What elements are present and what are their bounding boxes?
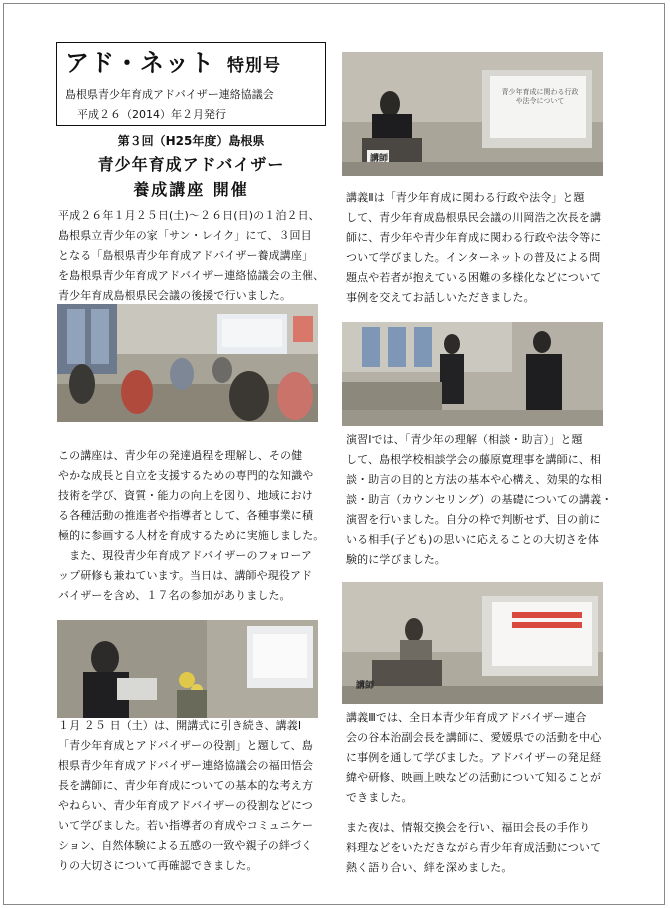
day1-paragraph: １月 ２５ 日（土）は、開講式に引き続き、講義Ⅰ 「青少年育成とアドバイザーの役割」と題して、島 根県青少年育成アドバイザー連絡協議会の福田悟会 長を講師に、青少年育成についての基本的な考え方 やねらい、青少年育成アドバイザーの役割などにつ いて学びました。若い指導者の育成やコミュニケー ション、自然体験による五感の一致や親子の絆づく りの大切さについて再確認できました。 — [58, 719, 314, 872]
special-issue-label: 特別号 — [227, 56, 281, 76]
newsletter-title — [65, 49, 317, 80]
lecture3-paragraph: 講義Ⅲでは、全日本青少年育成アドバイザー連合 会の谷本治副会長を講師に、愛媛県での活動を中心 に事例を通して学びました。アドバイザーの発足経 緯や研修、映画上映などの活動について知ることが できました。 — [346, 711, 602, 804]
photo-lecture-1 — [57, 620, 318, 718]
newsletter-name: アド・ネット — [65, 49, 215, 77]
slide-text: 青少年育成に関わる行政や法令について — [501, 88, 579, 105]
masthead — [56, 42, 326, 126]
exercise1-paragraph: 演習Ⅰでは、「青少年の理解（相談・助言）」と題 して、島根学校相談学会の藤原寛理事を講師に、相 談・助言の目的と方法の基本や心構え、効果的な相 談・助言（カウンセリング）の基礎についての講義・ 演習を行いました。自分の枠で判断せず、目の前に いる相手(子ども)の思いに応えることの大切さを体 験的に学びました。 — [346, 433, 613, 566]
lecturer-sign-1: 講師 — [370, 154, 389, 164]
lecturer-sign-2: 講師 — [356, 681, 375, 691]
photo-exercise-1 — [342, 322, 603, 426]
evening-paragraph: また夜は、情報交換会を行い、福田会長の手作り 料理などをいただきながら青少年育成活動について 熱く語り合い、絆を深めました。 — [346, 821, 602, 874]
intro-paragraph: 平成２６年１月２５日(土)～２６日(日)の１泊２日、 島根県立青少年の家「サン・レイク」にて、３回目 となる「島根県青少年育成アドバイザー養成講座」 を島根県青少年育成アドバイザー連絡協議会の主催、 青少年育成島根県民会議の後援で行いました。 — [58, 209, 325, 302]
photo-lecture-2 — [342, 52, 603, 176]
issue-date: 平成２６（2014）年２月発行 — [77, 108, 226, 121]
purpose-paragraph: この講座は、青少年の発達過程を理解し、その健 やかな成長と自立を支援するための専門的な知識や 技術を学び、資質・能力の向上を図り、地域におけ る各種活動の推進者や指導者として、各種事業に積 極的に参画する人材を育成するために実施しました。 また、現役青少年育成アドバイザーのフォローア ップ研修も兼ねています。当日は、講師や現役アド バイザーを含め、１７名の参加がありました。 — [58, 449, 325, 602]
headline-subtitle: 第３回（H25年度）島根県 — [117, 134, 265, 148]
lecture2-paragraph: 講義Ⅱは「青少年育成に関わる行政や法令」と題 して、青少年育成島根県民会議の川岡浩之次長を講 師に、青少年や青少年育成に関わる行政や法令等に ついて学びました。インターネットの普及による問 題点や若者が抱えている困難の多様化などについて 事例を交えてお話しいただきました。 — [346, 191, 602, 304]
headline-line-1: 青少年育成アドバイザー — [97, 155, 285, 174]
photo-seminar-audience — [57, 304, 318, 422]
article-headline — [56, 132, 326, 200]
photo-lecture-3 — [342, 582, 603, 704]
publisher-name: 島根県青少年育成アドバイザー連絡協議会 — [65, 88, 274, 101]
headline-line-2: 養成講座 開催 — [133, 180, 249, 199]
